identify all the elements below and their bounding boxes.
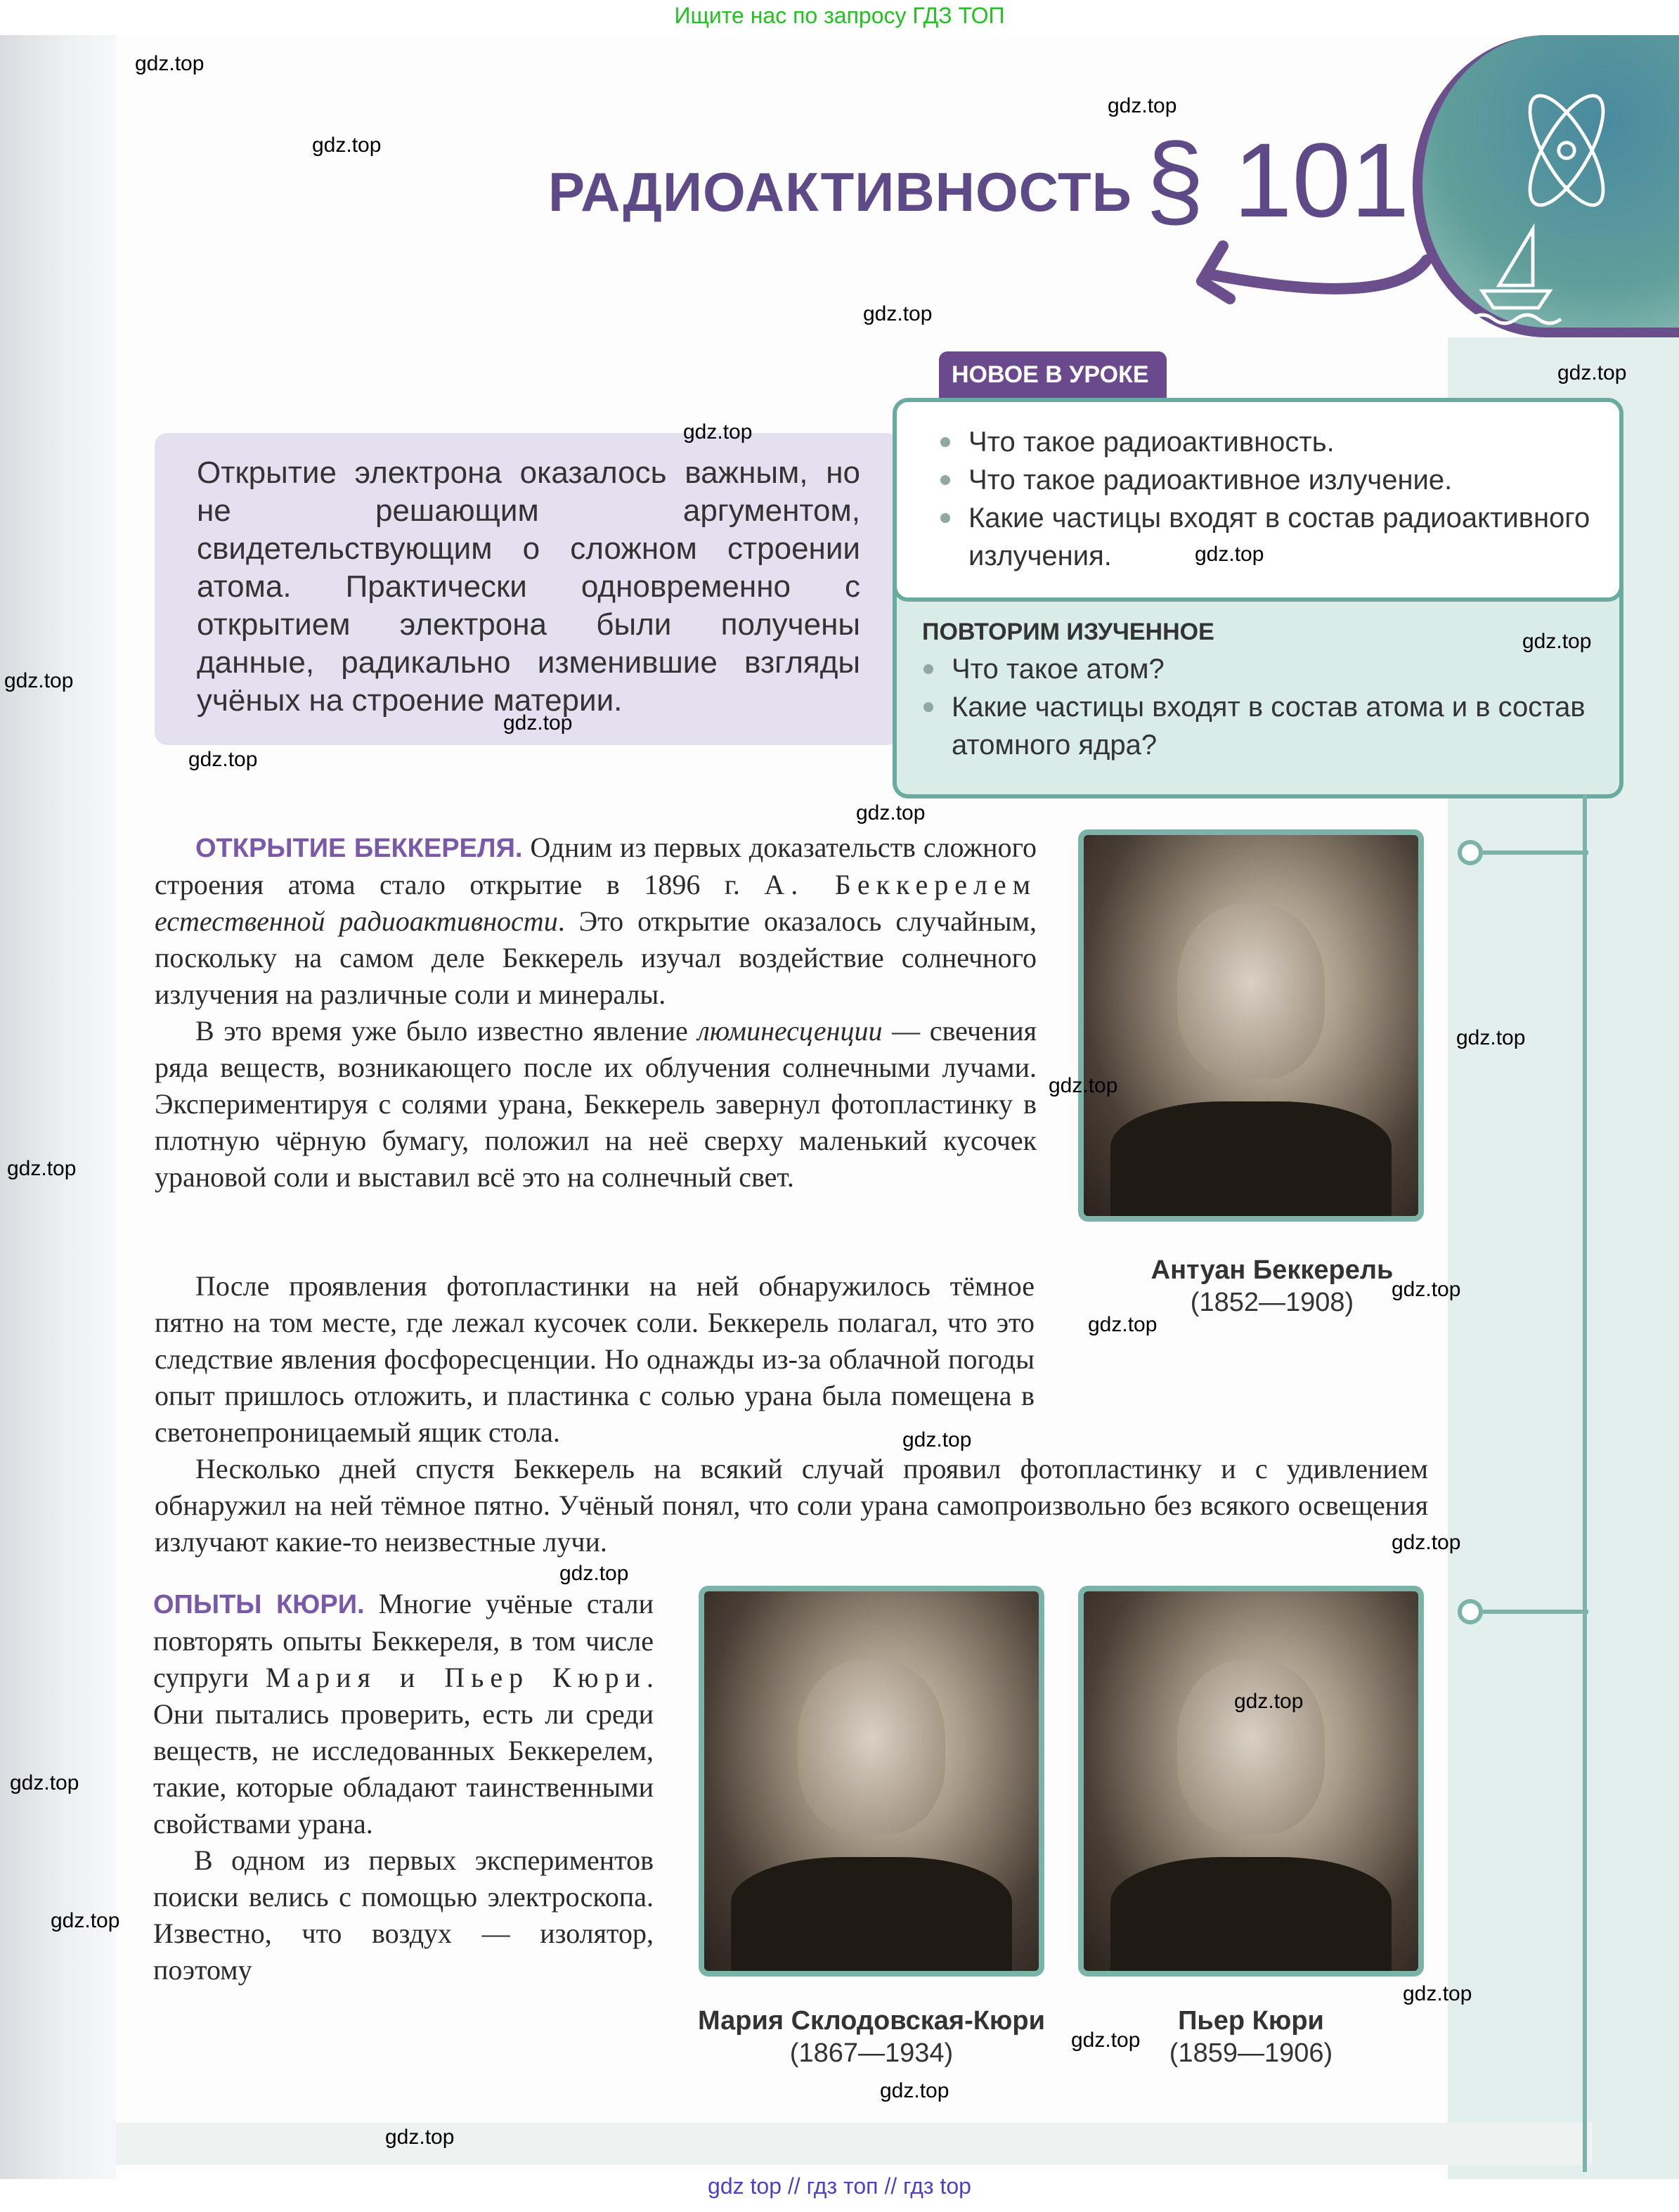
footer-links[interactable]: gdz top // гдз топ // гдз top: [708, 2173, 971, 2199]
portrait-face: [1177, 904, 1324, 1079]
portrait-face: [798, 1660, 945, 1834]
text: . Они пытались проверить, есть ли среди веществ, не исследованных Беккерелем, такие, которые обладают таинственными свойствами урана.: [153, 1662, 654, 1839]
watermark: gdz.top: [1522, 630, 1592, 653]
section-becquerel-top: [155, 829, 1037, 1196]
list-item: Что такое радиоактивное излучение.: [939, 461, 1598, 499]
section-heading: ОТКРЫТИЕ БЕККЕРЕЛЯ.: [195, 834, 523, 863]
review-box: [893, 583, 1623, 798]
watermark: gdz.top: [863, 302, 933, 325]
section-curie: [153, 1586, 654, 1988]
portrait-body: [731, 1857, 1012, 1971]
text: люминесценции: [697, 1015, 883, 1047]
text: Одним из первых доказательств сложного строения атома стало открытие в 1896 г.: [155, 832, 1037, 900]
watermark: gdz.top: [135, 52, 205, 75]
portrait-face: [1177, 1660, 1324, 1834]
top-banner[interactable]: Ищите нас по запросу ГДЗ ТОП: [674, 3, 1005, 28]
watermark: gdz.top: [312, 134, 382, 157]
watermark: gdz.top: [1108, 94, 1177, 117]
paragraph: В одном из первых экспериментов поиски велись с помощью электроскопа. Известно, что воздух — изолятор, поэтому: [153, 1844, 654, 1986]
portrait-body: [1110, 1857, 1392, 1971]
section-heading: ОПЫТЫ КЮРИ.: [153, 1590, 365, 1619]
portrait-pierre-curie: [1078, 1586, 1424, 1977]
text: естественной радиоактивности: [155, 905, 558, 937]
intro-box: Открытие электрона оказалось важным, но не решающим аргументом, свидетельствующим о сложном строении атома. Практически одновременно с открытием электрона были получены данные, радикально изменившие взгляды учёных на строение материи.: [155, 433, 900, 745]
watermark: gdz.top: [4, 669, 74, 692]
watermark: gdz.top: [1195, 543, 1264, 566]
watermark: gdz.top: [188, 748, 258, 771]
connector-line: [1483, 1610, 1588, 1614]
watermark: gdz.top: [1234, 1690, 1304, 1713]
paragraph: Несколько дней спустя Беккерель на всякий случай проявил фотопластинку и с удивлением обнаружил на ней тёмное пятно. Учёный понял, что соли урана самопроизвольно без всякого освещения излучают какие-то неизвестные лучи.: [155, 1453, 1428, 1558]
watermark: gdz.top: [1071, 2029, 1141, 2052]
watermark: gdz.top: [385, 2126, 455, 2149]
watermark: gdz.top: [7, 1157, 77, 1180]
text: . Это открытие оказалось случайным, поскольку на самом деле Беккерель изучал воздействие солнечного излучения на различные соли и минералы.: [155, 905, 1037, 1010]
watermark: gdz.top: [1557, 361, 1627, 384]
caption: Антуан Беккерель (1852—1908): [1150, 1255, 1394, 1317]
bottom-band: [116, 2123, 1592, 2165]
watermark: gdz.top: [10, 1771, 79, 1794]
watermark: gdz.top: [1088, 1313, 1158, 1336]
text: В это время уже было известно явление: [195, 1015, 688, 1047]
list-item: Что такое радиоактивность.: [939, 423, 1598, 461]
text: Мария и Пьер Кюри: [265, 1662, 647, 1693]
watermark: gdz.top: [880, 2079, 949, 2102]
watermark: gdz.top: [1403, 1982, 1472, 2005]
portrait-becquerel: [1078, 829, 1424, 1222]
caption: Пьер Кюри (1859—1906): [1169, 2006, 1333, 2068]
list-item: Какие частицы входят в состав атома и в состав атомного ядра?: [922, 688, 1598, 764]
watermark: gdz.top: [559, 1562, 629, 1585]
review-heading: ПОВТОРИМ ИЗУЧЕННОЕ: [922, 619, 1214, 645]
curved-arrow-icon: [1181, 232, 1434, 316]
watermark: gdz.top: [51, 1909, 120, 1932]
watermark: gdz.top: [856, 801, 926, 824]
text: — свечения ряда веществ, возникающего после их облучения солнечными лучами. Экспериментируя с солями урана, Беккерель завернул фотопластинку в плотную чёрную бумагу, положил на неё сверху маленький кусочек урановой соли и выставил всё это на солнечный свет.: [155, 1015, 1037, 1193]
atom-icon: [1465, 49, 1668, 330]
paragraph: После проявления фотопластинки на ней обнаружилось тёмное пятно на том месте, где лежал кусочек соли. Беккерель полагал, что это следствие явления фосфоресценции. Но однажды из-за облачной погоды опыт пришлось отложить, и пластинка с солью урана была помещена в светонепроницаемый ящик стола.: [155, 1270, 1035, 1448]
margin-line: [1583, 794, 1587, 2172]
watermark: gdz.top: [1392, 1278, 1461, 1301]
caption: Мария Склодовская-Кюри (1867—1934): [698, 2006, 1045, 2068]
new-in-lesson-box: [893, 398, 1623, 602]
watermark: gdz.top: [1456, 1026, 1526, 1049]
text: А. Беккерелем: [764, 869, 1037, 900]
watermark: gdz.top: [683, 420, 753, 444]
watermark: gdz.top: [503, 711, 573, 735]
portrait-body: [1110, 1101, 1392, 1216]
new-in-lesson-label: НОВОЕ В УРОКЕ: [939, 351, 1167, 398]
list-item: Какие частицы входят в состав радиоактивного излучения.: [939, 499, 1598, 575]
portrait-maria-curie: [699, 1586, 1044, 1977]
paragraph-number: § 101: [1146, 121, 1410, 239]
watermark: gdz.top: [1392, 1531, 1461, 1554]
margin-node: [1458, 840, 1483, 865]
margin-node: [1458, 1599, 1483, 1624]
connector-line: [1483, 850, 1588, 855]
watermark: gdz.top: [902, 1428, 972, 1451]
list-item: Что такое атом?: [922, 650, 1598, 688]
text: Многие учёные стали повторять опыты Беккереля, в том числе супруги: [153, 1588, 654, 1693]
decorative-science-circle: [1413, 35, 1679, 337]
book-gutter: [0, 35, 116, 2179]
page-title: РАДИОАКТИВНОСТЬ: [548, 161, 1132, 223]
watermark: gdz.top: [1049, 1074, 1118, 1097]
